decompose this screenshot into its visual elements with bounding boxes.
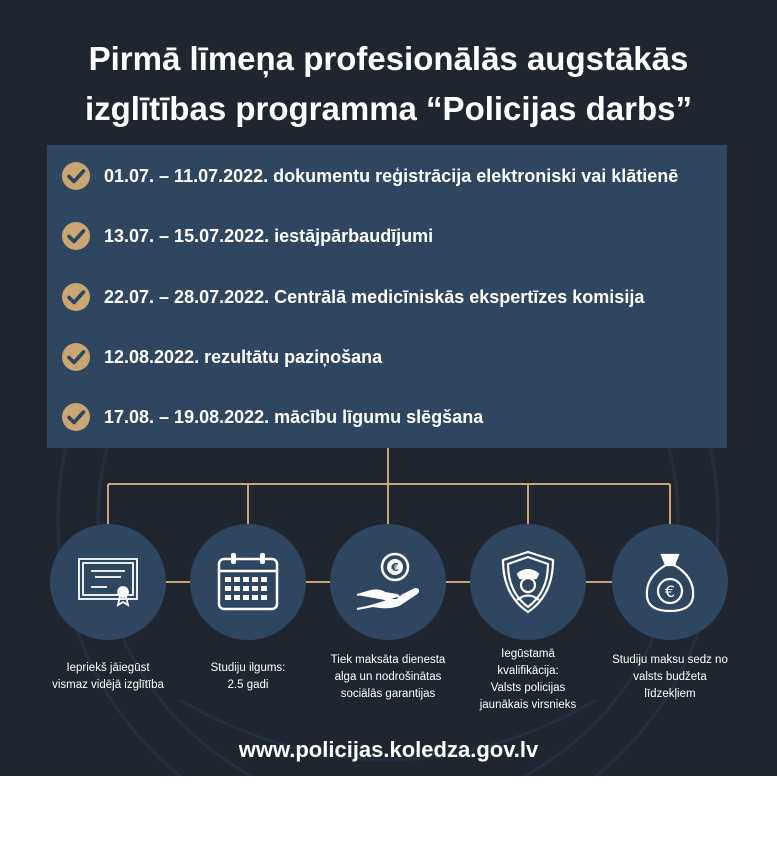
check-icon: [61, 221, 91, 251]
website-link[interactable]: www.policijas.koledza.gov.lv: [238, 737, 539, 762]
svg-text:€: €: [664, 582, 676, 601]
caption-line: Iegūstamā: [501, 648, 555, 660]
police-badge-icon: [493, 547, 563, 617]
date-item: [61, 340, 382, 374]
caption-line: Valsts policijas: [490, 682, 566, 694]
calendar-icon: [213, 547, 283, 617]
page-title: [20, 34, 757, 134]
feature-circle-funding: [612, 524, 728, 640]
certificate-icon: [73, 547, 143, 617]
dates-panel: [47, 145, 727, 448]
money-bag-icon: [635, 547, 705, 617]
caption-line: 2.5 gadi: [227, 679, 269, 691]
caption-line: Studiju ilgums:: [210, 662, 286, 674]
date-text: 13.07. – 15.07.2022. iestājpārbaudījumi: [104, 225, 434, 246]
svg-text:€: €: [391, 561, 399, 574]
title-line-2: izglītības programma “Policijas darbs”: [84, 90, 692, 127]
date-text: 22.07. – 28.07.2022. Centrālā medicīniskās ekspertīzes komisija: [104, 286, 645, 307]
date-item: [61, 159, 678, 193]
feature-caption: [605, 652, 735, 703]
feature-circle-qualification: [470, 524, 586, 640]
check-icon: [61, 282, 91, 312]
hand-coin-icon: [353, 547, 423, 617]
date-text: 01.07. – 11.07.2022. dokumentu reģistrācija elektroniski vai klātienē: [104, 165, 679, 186]
feature-caption: [323, 652, 453, 703]
caption-line: alga un nodrošinātas: [334, 671, 442, 683]
caption-line: Tiek maksāta dienesta: [330, 654, 446, 666]
date-item: [61, 400, 483, 434]
check-icon: [61, 161, 91, 191]
caption-line: jaunākais virsnieks: [479, 699, 577, 711]
feature-caption: [463, 646, 593, 714]
feature-circle-duration: [190, 524, 306, 640]
feature-circle-education: [50, 524, 166, 640]
feature-caption: [183, 660, 313, 694]
caption-line: līdzekļiem: [644, 688, 696, 700]
date-text: 12.08.2022. rezultātu paziņošana: [104, 346, 383, 367]
feature-circle-salary: [330, 524, 446, 640]
caption-line: sociālās garantijas: [340, 688, 436, 700]
date-text: 17.08. – 19.08.2022. mācību līgumu slēgšana: [104, 406, 484, 427]
caption-line: Iepriekš jāiegūst: [66, 662, 150, 674]
check-icon: [61, 342, 91, 372]
feature-caption: [43, 660, 173, 694]
caption-line: kvalifikācija:: [497, 665, 559, 677]
caption-line: vismaz vidējā izglītība: [52, 679, 164, 691]
caption-line: Studiju maksu sedz no: [612, 654, 728, 666]
date-item: [61, 219, 433, 253]
date-item: [61, 280, 644, 314]
check-icon: [61, 402, 91, 432]
caption-line: valsts budžeta: [633, 671, 707, 683]
title-line-1: Pirmā līmeņa profesionālās augstākās: [88, 40, 689, 77]
